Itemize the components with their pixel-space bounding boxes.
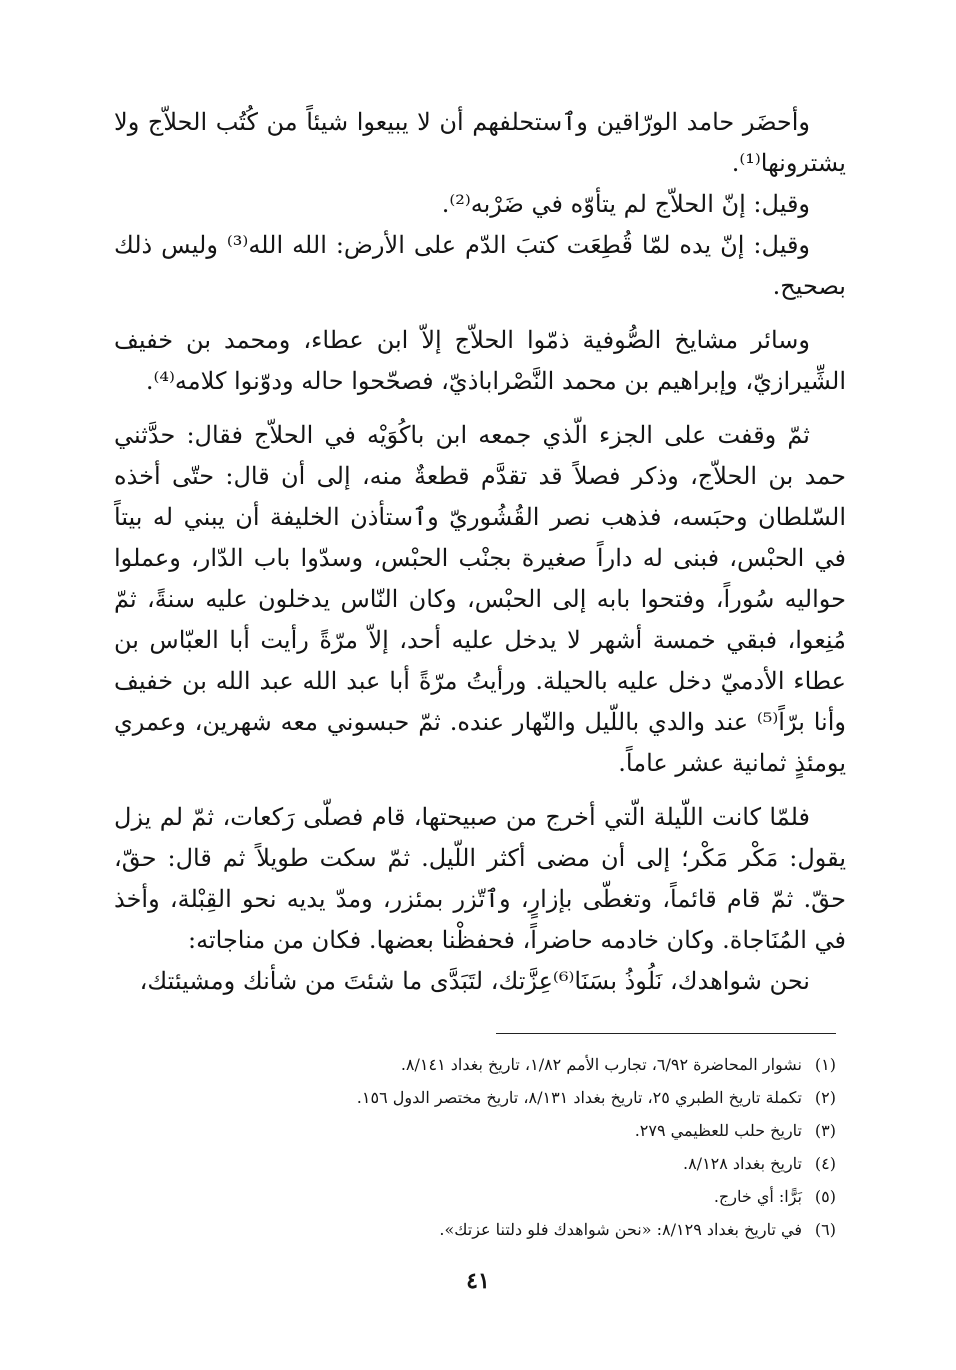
page-number: ٤١: [466, 1268, 490, 1294]
footnote-text: بَرًّا: أي خارج.: [713, 1187, 802, 1206]
footnote-5: [114, 1180, 836, 1213]
footnote-6: [114, 1213, 836, 1246]
paragraph-4: وسائر مشايخ الصُّوفية ذمّوا الحلاّج إلاّ ابن عطاء، ومحمد بن خفيف الشِّيرازيّ، وإبراهيم بن محمد النَّصْراباذيّ، فصحّحوا حاله ودوّنوا كلامه⁽⁴⁾.: [114, 326, 846, 395]
footnote-number: (٢): [814, 1088, 836, 1107]
paragraph-gap: [114, 402, 846, 415]
footnote-number: (١): [814, 1055, 836, 1074]
footnote-text: تاريخ بغداد ٨/١٢٨.: [682, 1154, 802, 1173]
footnote-number: (٣): [814, 1121, 836, 1140]
paragraph-2: وقيل: إنّ الحلاّج لم يتأوّه في ضَرْبه⁽²⁾.: [441, 190, 810, 218]
paragraph-3: وقيل: إنّ يده لمّا قُطِعَت كتبَ الدّم على الأرض: الله الله⁽³⁾ وليس ذلك بصحيح.: [114, 231, 846, 300]
footnote-text: تاريخ حلب للعظيمي ٢٧٩.: [634, 1121, 802, 1140]
paragraph-gap: [114, 784, 846, 797]
footnote-number: (٦): [814, 1220, 836, 1239]
paragraph-gap: [114, 307, 846, 320]
paragraph-1: وأحضَر حامد الورّاقين وٱستحلفهم أن لا يبيعوا شيئاً من كُتُب الحلاّج ولا يشترونها⁽¹⁾.: [114, 108, 846, 177]
footnote-text: في تاريخ بغداد ٨/١٢٩: «نحن شواهدك فلو دلتنا عزتك».: [439, 1220, 802, 1239]
paragraph-7: نحن شواهدك، نَلُوذُ بسَنَا⁽⁶⁾عِزَّتك، لتَبَدَّى ما شئتَ من شأنك ومشيئتك،: [139, 967, 810, 995]
footnote-number: (٥): [814, 1187, 836, 1206]
paragraph-6: فلمّا كانت اللّيلة الّتي أخرج من صبيحتها، قام فصلّى رَكعات، ثمّ لم يزل يقول: مَكْر مَكْر؛ إلى أن مضى أكثر اللّيل. ثمّ سكت طويلاً ثم قال: حقّ، حقّ. ثمّ قام قائماً، وتغطّى بإزارٍ، وٱتّزر بمئزر، ومدّ يديه نحو القِبْلة، وأخذ في المُنَاجاة. وكان خادمه حاضراً، فحفظْنا بعضها. فكان من مناجاته:: [114, 803, 847, 954]
footnotes: [114, 1048, 836, 1246]
footnote-2: [114, 1081, 836, 1114]
footnote-text: تكملة تاريخ الطبري ٢٥، تاريخ بغداد ٨/١٣١، تاريخ مختصر الدول ١٥٦.: [356, 1088, 802, 1107]
footnote-1: [114, 1048, 836, 1081]
footnote-text: نشوار المحاضرة ٦/٩٢، تجارب الأمم ١/٨٢، تاريخ بغداد ٨/١٤١.: [400, 1055, 802, 1074]
footnote-4: [114, 1147, 836, 1180]
main-text: [114, 102, 846, 1002]
footnote-3: [114, 1114, 836, 1147]
footnote-number: (٤): [814, 1154, 836, 1173]
footnote-divider: [496, 1033, 836, 1034]
paragraph-5: ثمّ وقفت على الجزء الّذي جمعه ابن باكُوَيْه في الحلاّج فقال: حدَّثني حمد بن الحلاّج، وذكر فصلاً قد تقدَّم قطعةٌ منه، إلى أن قال: حتّى أخذه السّلطان وحبَسه، فذهب نصر القُشُوريّ وٱستأذن الخليفة أن يبني له بيتاً في الحبْس، فبنى له داراً صغيرة بجنْب الحبْس، وسدّوا باب الدّار، وعملوا حواليه سُوراً، وفتحوا بابه إلى الحبْس، وكان النّاس يدخلون عليه سنةً، ثمّ مُنِعوا، فبقي خمسة أشهر لا يدخل عليه أحد، إلاّ مرّةً رأيت أبا العبّاس بن عطاء الأدميّ دخل عليه بالحيلة. ورأيتُ مرّةً أبا عبد الله عبد الله بن خفيف وأنا برّاً⁽⁵⁾ عند والدي باللّيل والنّهار عنده. ثمّ حبسوني معه شهرين، وعمري يومئذٍ ثمانية عشر عاماً.: [114, 421, 846, 777]
